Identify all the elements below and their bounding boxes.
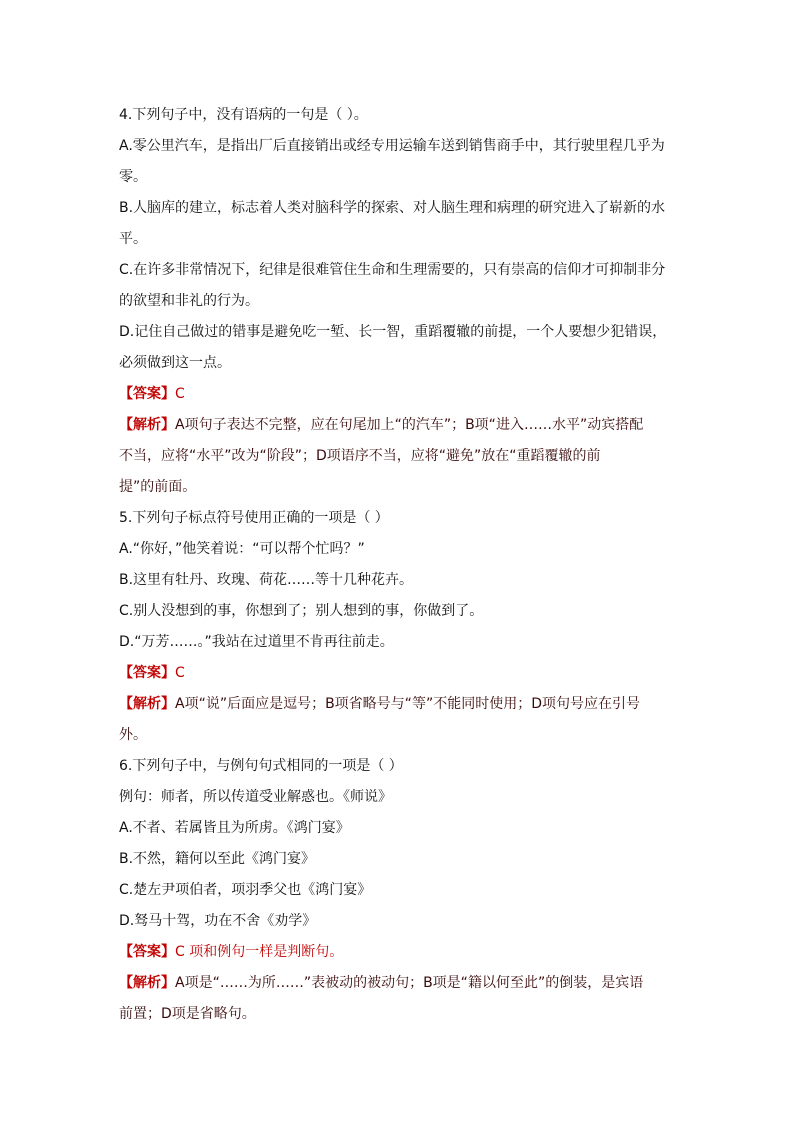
question-4-analysis-line-3: 提”的前面。	[119, 479, 197, 495]
question-4-option-a-line-2: 零。	[119, 169, 147, 185]
question-6-option-a: A.不者、若属皆且为所虏。《鸿门宴》	[119, 820, 350, 836]
question-4-option-d-line-1: D.记住自己做过的错事是避免吃一堑、长一智，重蹈覆辙的前提，一个人要想少犯错误，	[119, 324, 667, 340]
question-5-answer	[119, 658, 679, 689]
question-5-option-c: C.别人没想到的事，你想到了；别人想到的事，你做到了。	[119, 603, 484, 619]
question-5-option-a: A.“你好，”他笑着说：“可以帮个忙吗？”	[119, 541, 365, 557]
question-4-option-d-line-2: 必须做到这一点。	[119, 355, 231, 371]
question-4-analysis-line-2: 不当，应将“水平”改为“阶段”；D项语序不当，应将“避免”放在“重蹈覆辙的前	[119, 448, 601, 464]
analysis-text: A项“说”后面应是逗号；B项省略号与“等”不能同时使用；D项句号应在引号	[175, 696, 640, 712]
answer-tag: 【答案】	[119, 386, 175, 402]
question-5-option-d: D.“万芳……。”我站在过道里不肯再往前走。	[119, 634, 394, 650]
answer-value: C	[175, 665, 185, 681]
question-6-analysis-line-1	[119, 968, 679, 999]
question-5-title: 5.下列句子标点符号使用正确的一项是（ ）	[119, 510, 389, 526]
question-6-option-b: B.不然，籍何以至此《鸿门宴》	[119, 851, 316, 867]
question-4-option-b-line-2: 平。	[119, 231, 147, 247]
document-page	[119, 100, 679, 1030]
answer-value: C 项和例句一样是判断句。	[175, 944, 344, 960]
analysis-tag: 【解析】	[119, 417, 175, 433]
question-5-analysis-line-1	[119, 689, 679, 720]
question-6-answer	[119, 937, 679, 968]
question-6-example: 例句：师者，所以传道受业解惑也。《师说》	[119, 789, 392, 805]
question-6-analysis-line-2: 前置；D项是省略句。	[119, 1006, 256, 1022]
analysis-text: A项是“……为所……”表被动的被动句；B项是“籍以何至此”的倒装，是宾语	[175, 975, 644, 991]
answer-tag: 【答案】	[119, 944, 175, 960]
question-4-title: 4.下列句子中，没有语病的一句是（ ）。	[119, 107, 368, 123]
question-5-analysis-line-2: 外。	[119, 727, 147, 743]
question-4-option-c-line-2: 的欲望和非礼的行为。	[119, 293, 259, 309]
question-5-option-b: B.这里有牡丹、玫瑰、荷花……等十几种花卉。	[119, 572, 414, 588]
answer-value: C	[175, 386, 185, 402]
question-4-option-c-line-1: C.在许多非常情况下，纪律是很难管住生命和生理需要的，只有崇高的信仰才可抑制非分	[119, 262, 666, 278]
question-4-answer	[119, 379, 679, 410]
question-6-option-c: C.楚左尹项伯者，项羽季父也《鸿门宴》	[119, 882, 372, 898]
question-4-analysis-line-1	[119, 410, 679, 441]
question-6-option-d: D.驽马十驾，功在不舍《劝学》	[119, 913, 317, 929]
answer-tag: 【答案】	[119, 665, 175, 681]
analysis-tag: 【解析】	[119, 696, 175, 712]
analysis-tag: 【解析】	[119, 975, 175, 991]
question-4-option-a-line-1: A.零公里汽车，是指出厂后直接销出或经专用运输车送到销售商手中，其行驶里程几乎为	[119, 138, 665, 154]
question-4-option-b-line-1: B.人脑库的建立，标志着人类对脑科学的探索、对人脑生理和病理的研究进入了崭新的水	[119, 200, 666, 216]
question-6-title: 6.下列句子中，与例句句式相同的一项是（ ）	[119, 758, 403, 774]
analysis-text: A项句子表达不完整，应在句尾加上“的汽车”；B项“进入……水平”动宾搭配	[175, 417, 644, 433]
